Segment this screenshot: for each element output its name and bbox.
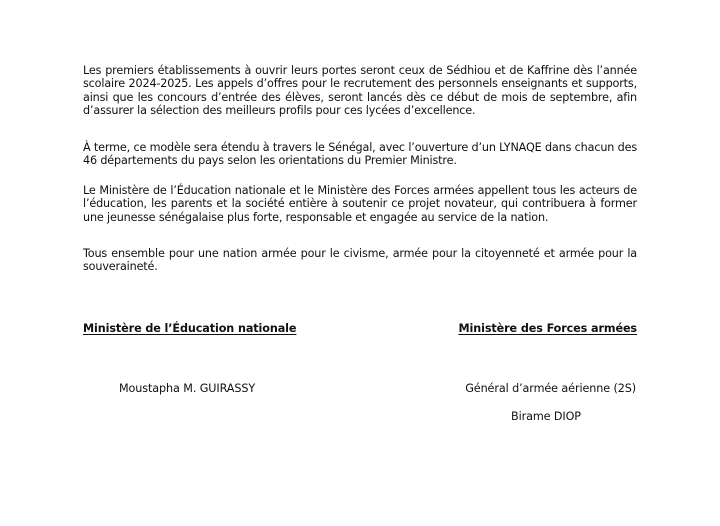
signature-right-ministry: Ministère des Forces armées xyxy=(458,322,637,335)
signature-left-ministry: Ministère de l’Éducation nationale xyxy=(83,322,297,335)
signature-left-name: Moustapha M. GUIRASSY xyxy=(119,382,256,395)
paragraph-national-extension: À terme, ce modèle sera étendu à travers le Sénégal, avec l’ouverture d’un LYNAQE dans chacun des 46 départements du pays selon les orientations du Premier Ministre. xyxy=(83,141,637,168)
paragraph-call-to-support: Le Ministère de l’Éducation nationale et le Ministère des Forces armées appellent tous les acteurs de l’éducation, les parents et la société entière à soutenir ce projet novateur, qui contribuera à former une jeunesse sénégalaise plus forte, responsable et engagée au service de la nation. xyxy=(83,184,637,224)
signature-right-name: Birame DIOP xyxy=(511,410,581,423)
paragraph-closing-motto: Tous ensemble pour une nation armée pour le civisme, armée pour la citoyenneté et armée pour la souveraineté. xyxy=(83,247,637,274)
paragraph-opening-schools: Les premiers établissements à ouvrir leurs portes seront ceux de Sédhiou et de Kaffrine dès l’année scolaire 2024-2025. Les appels d’offres pour le recrutement des personnels enseignants et supports, ainsi que les concours d’entrée des élèves, seront lancés dès ce début de mois de septembre, afin d’assurer la sélection des meilleurs profils pour ces lycées d’excellence. xyxy=(83,64,637,118)
signature-right-title: Général d’armée aérienne (2S) xyxy=(465,382,636,395)
